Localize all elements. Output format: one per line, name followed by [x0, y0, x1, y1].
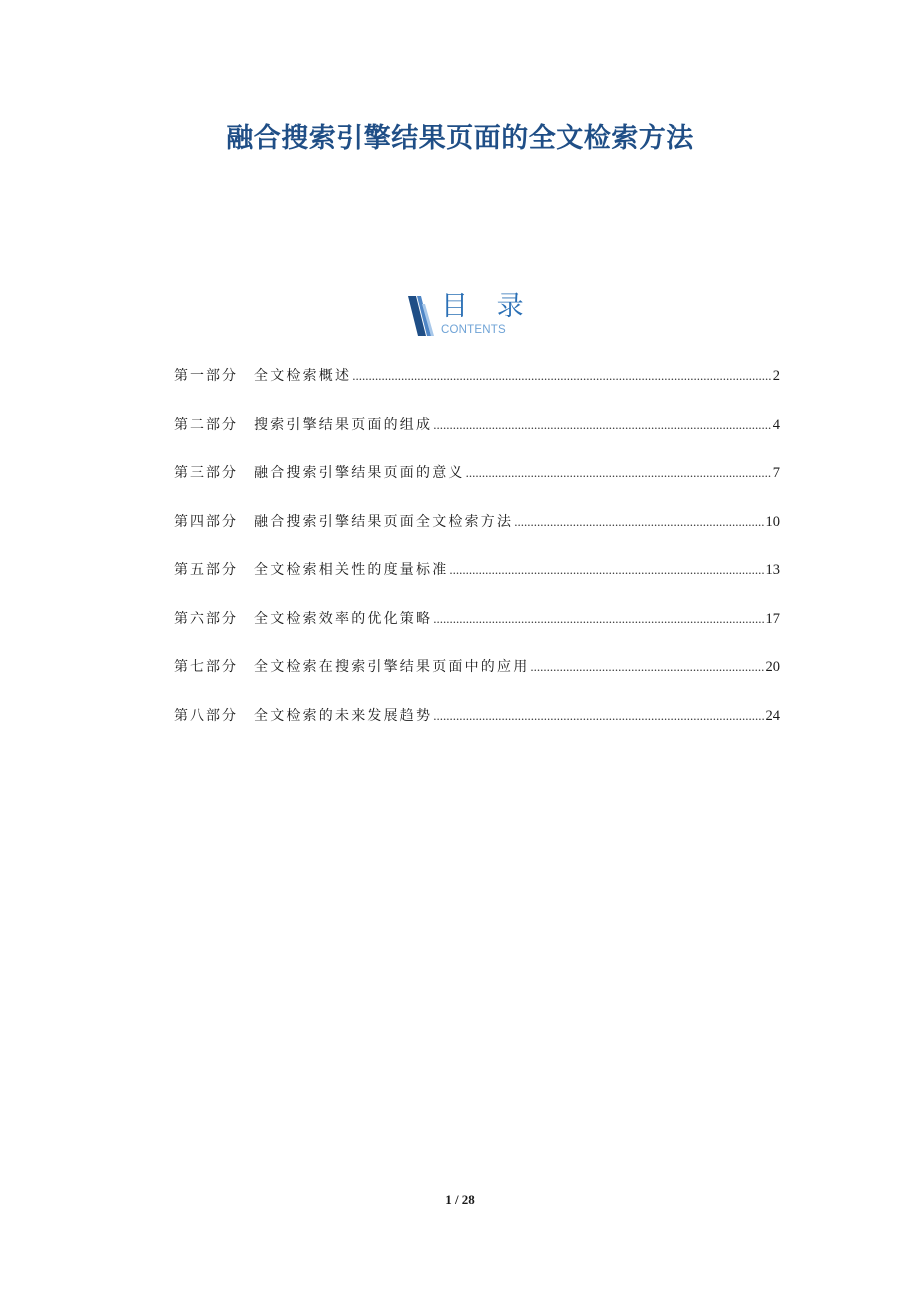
toc-leader-dots: [449, 560, 764, 580]
toc-entry-title: 全文检索在搜索引擎结果页面中的应用: [254, 659, 530, 675]
toc-entry-page: 13: [765, 562, 780, 578]
toc-entry-title: 全文检索效率的优化策略: [254, 610, 433, 627]
toc-leader-dots: [530, 657, 764, 677]
toc-entry[interactable]: [174, 609, 780, 658]
toc-leader-dots: [514, 512, 764, 532]
toc-entry-title: 融合搜索引擎结果页面的意义: [254, 465, 465, 481]
toc-entry-page: 7: [772, 465, 780, 481]
toc-entry-page: 17: [765, 610, 780, 627]
toc-entry[interactable]: [174, 366, 780, 415]
toc-entry-title: 融合搜索引擎结果页面全文检索方法: [254, 513, 514, 530]
toc-subheading: CONTENTS: [441, 324, 506, 336]
toc-entry-title: 全文检索相关性的度量标准: [254, 562, 449, 578]
toc-entry[interactable]: [174, 706, 780, 755]
toc-entry-part: 第一部分: [174, 368, 238, 384]
toc-entry-part: 第八部分: [174, 707, 238, 724]
toc-entry-part: 第三部分: [174, 465, 238, 481]
toc-entry-page: 20: [765, 659, 780, 675]
toc-entry-part: 第四部分: [174, 513, 238, 530]
toc-entry[interactable]: [174, 415, 780, 464]
toc-entry-part: 第二部分: [174, 416, 238, 433]
toc-entry-part: 第六部分: [174, 610, 238, 627]
document-title: 融合搜索引擎结果页面的全文检索方法: [226, 123, 694, 154]
toc-leader-dots: [352, 366, 772, 386]
toc-entry-title: 全文检索概述: [254, 368, 352, 384]
toc-leader-dots: [433, 415, 772, 435]
toc-entry-part: 第七部分: [174, 659, 238, 675]
toc-entry-title: 搜索引擎结果页面的组成: [254, 416, 433, 433]
toc-leader-dots: [433, 609, 764, 629]
toc-entry-page: 2: [772, 368, 780, 384]
table-of-contents: [174, 366, 780, 754]
toc-leader-dots: [466, 463, 772, 483]
toc-entry-page: 24: [765, 707, 780, 724]
toc-entry-title: 全文检索的未来发展趋势: [254, 707, 433, 724]
toc-heading: 目 录: [441, 291, 534, 322]
toc-entry-part: 第五部分: [174, 562, 238, 578]
page-number: 1 / 28: [445, 1192, 475, 1207]
toc-entry[interactable]: [174, 512, 780, 561]
toc-entry[interactable]: [174, 560, 780, 609]
toc-entry-page: 10: [765, 513, 780, 530]
toc-entry[interactable]: [174, 463, 780, 512]
toc-leader-dots: [433, 706, 764, 726]
toc-entry-page: 4: [772, 416, 780, 433]
toc-entry[interactable]: [174, 657, 780, 706]
